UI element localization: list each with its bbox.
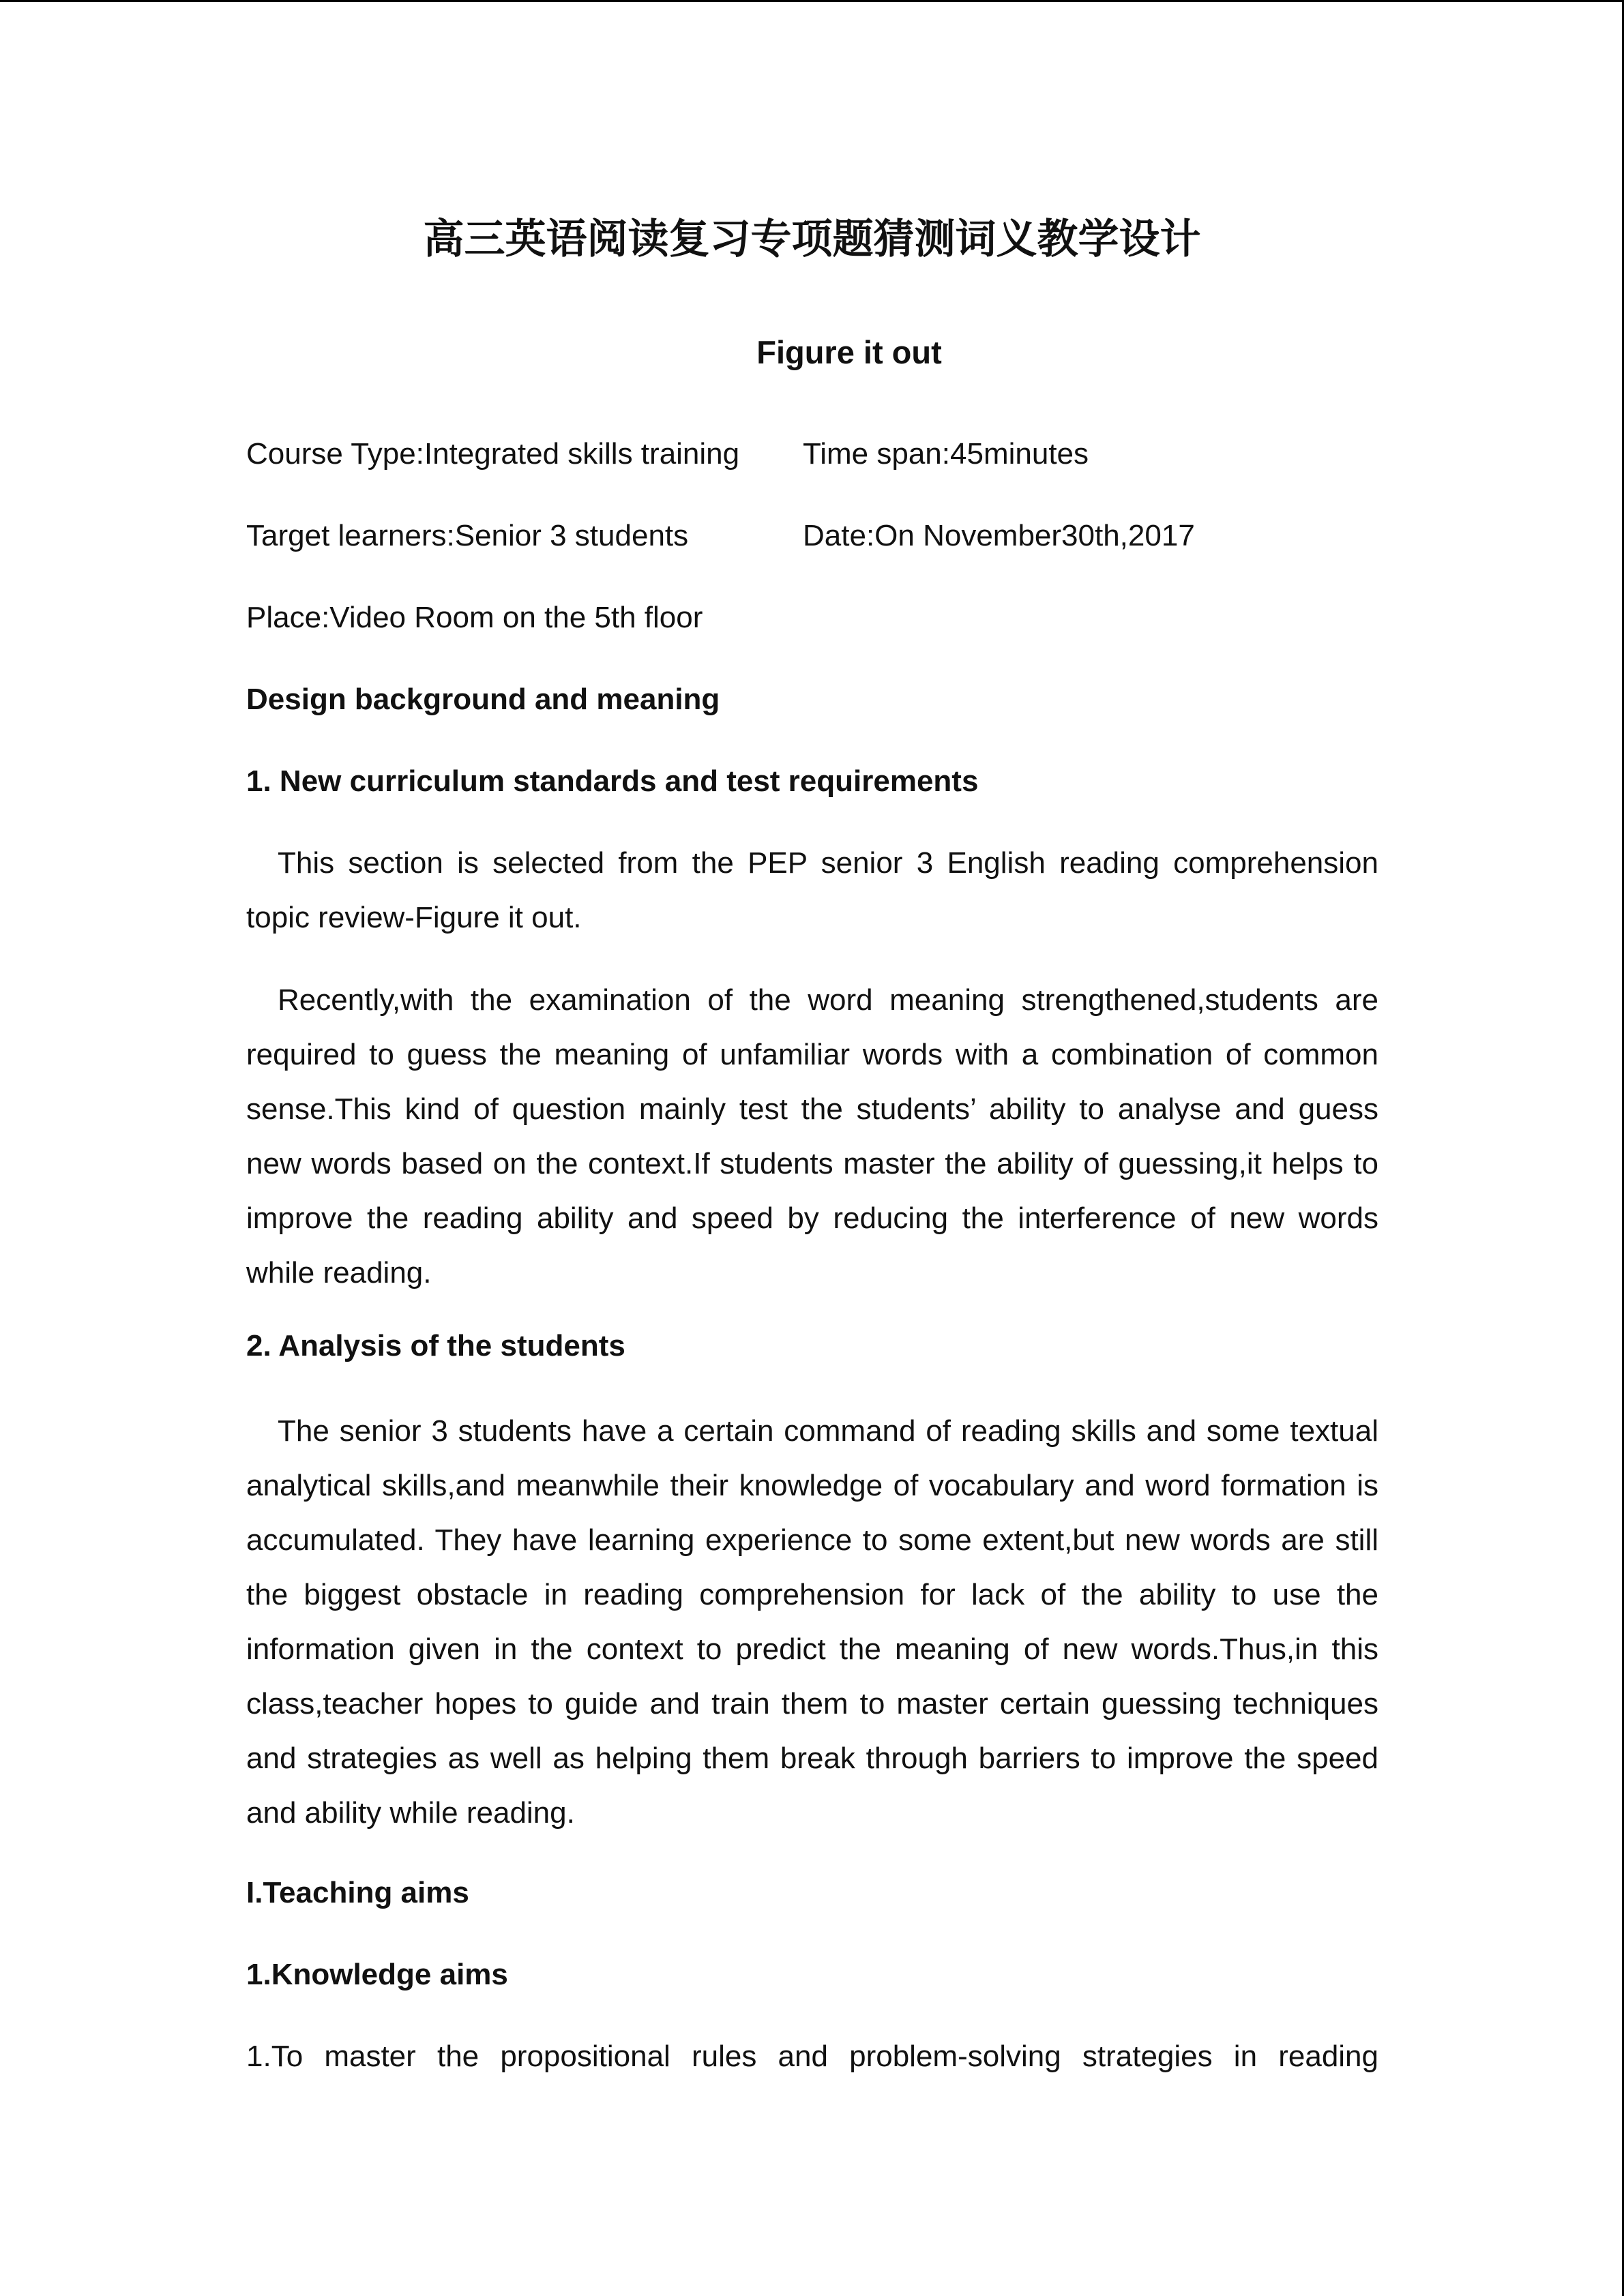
paragraph-students-analysis: The senior 3 students have a certain command of reading skills and some textual analytical skills,and meanwhile their knowledge of vocabulary and word formation is accumulated. They have learning experience to some extent,but new words are still the biggest obstacle in reading comprehension for lack of the ability to use the information given in the context to predict the meaning of new words.Thus,in this class,teacher hopes to guide and train them to master certain guessing techniques and strategies as well as helping them break through barriers to improve the speed and ability while reading. [246, 1414, 1378, 1830]
paragraph-word-meaning-examination: Recently,with the examination of the word meaning strengthened,students are required to guess the meaning of unfamiliar words with a combination of common sense.This kind of question mainly test the students’ ability to analyse and guess new words based on the context.If students master the ability of guessing,it helps to improve the reading ability and speed by reducing the interference of new words while reading. [246, 983, 1378, 1289]
section-heading-design-background: Design background and meaning [246, 683, 720, 716]
place: Place:Video Room on the 5th floor [246, 601, 703, 634]
knowledge-aim-item-1: 1.To master the propositional rules and problem-solving strategies in reading [246, 2040, 1378, 2073]
target-learners: Target learners:Senior 3 students [246, 519, 689, 552]
document-subtitle: Figure it out [756, 334, 942, 370]
subheading-analysis-of-students: 2. Analysis of the students [246, 1329, 625, 1362]
time-span: Time span:45minutes [803, 437, 1089, 471]
paragraph-section-source: This section is selected from the PEP senior 3 English reading comprehension topic review-Figure it out. [246, 846, 1378, 934]
subheading-curriculum-standards: 1. New curriculum standards and test requirements [246, 764, 979, 798]
document-title: 高三英语阅读复习专项题猜测词义教学设计 [423, 215, 1201, 263]
course-type: Course Type:Integrated skills training [246, 437, 740, 471]
heading-teaching-aims: I.Teaching aims [246, 1876, 469, 1909]
date: Date:On November30th,2017 [803, 519, 1195, 552]
heading-knowledge-aims: 1.Knowledge aims [246, 1958, 508, 1991]
page-top-border [0, 0, 1624, 2]
